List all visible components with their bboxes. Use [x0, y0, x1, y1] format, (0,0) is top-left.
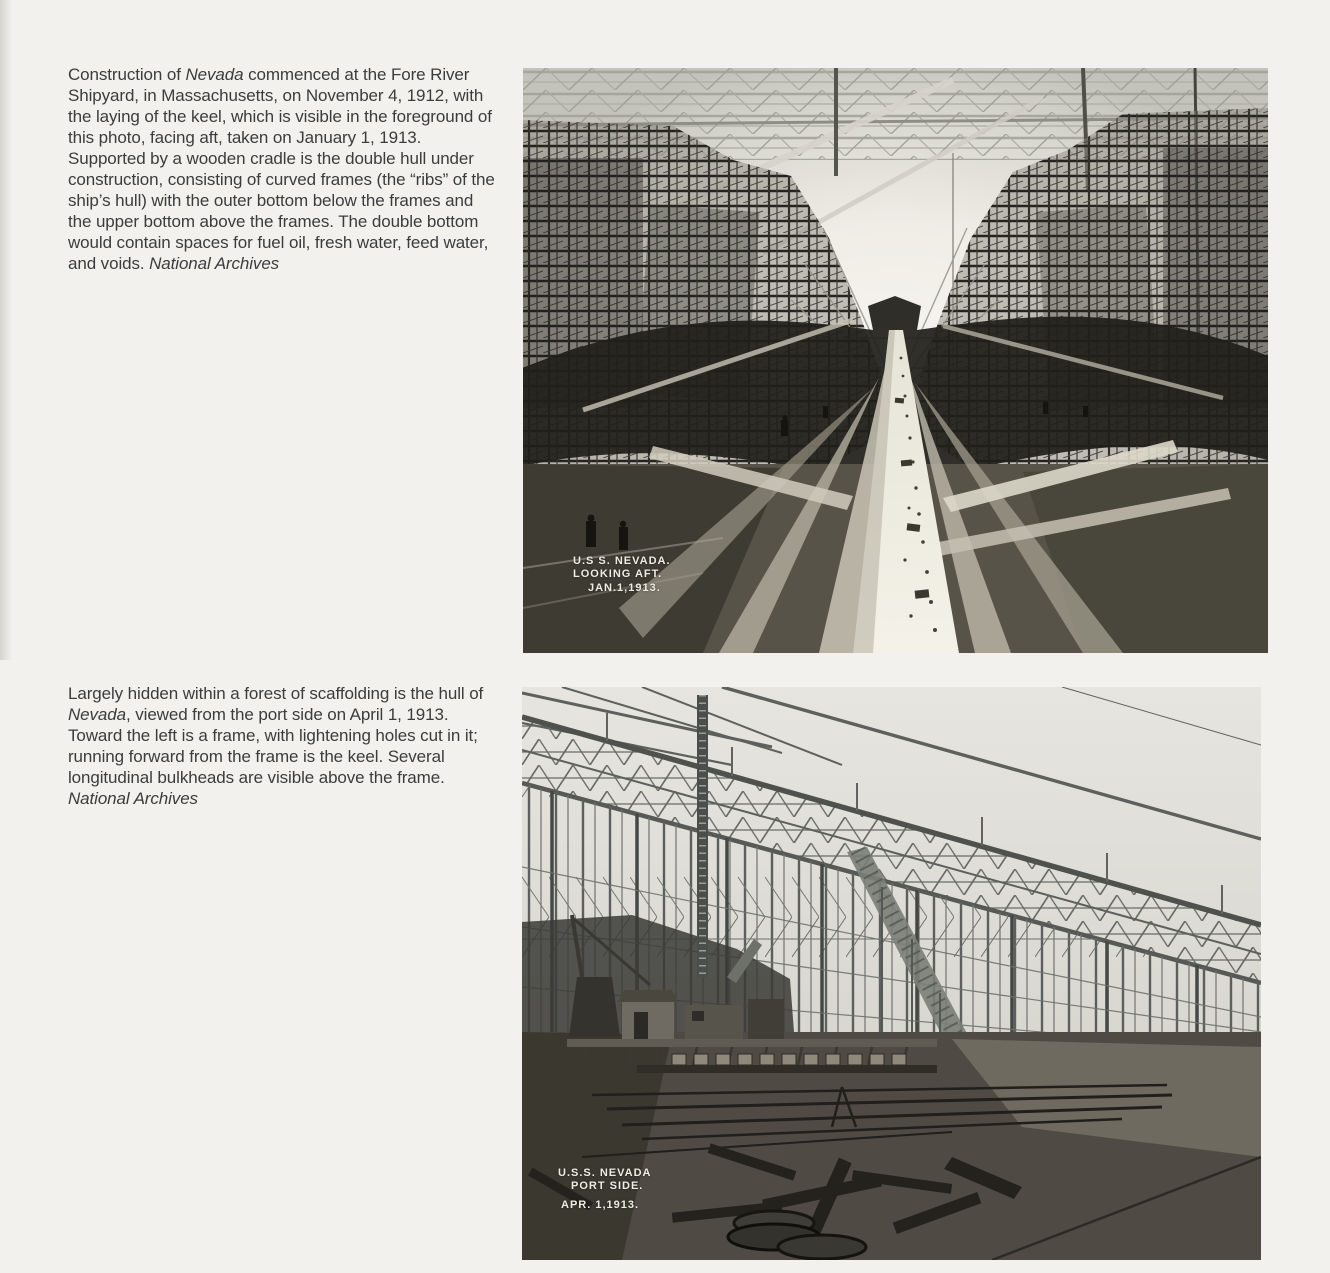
- caption-1-ship-name: Nevada: [185, 65, 244, 84]
- photo-1-stamp-line-2: LOOKING AFT.: [573, 568, 663, 580]
- caption-2-body: , viewed from the port side on April 1, 1913. Toward the left is a frame, with lightening holes cut in it; running forward from the frame is the keel. Several longitudinal bulkheads are visible above the frame.: [68, 705, 478, 787]
- caption-2-ship-name: Nevada: [68, 705, 126, 724]
- caption-2-credit: National Archives: [68, 789, 198, 808]
- photo-2-stamp-line-2: PORT SIDE.: [571, 1180, 644, 1192]
- photo-2-stamp-line-3: APR. 1,1913.: [561, 1199, 640, 1211]
- photo-2-stamp: [558, 1167, 651, 1212]
- caption-2-lead: Largely hidden within a forest of scaffolding is the hull of: [68, 684, 484, 703]
- photo-uss-nevada-looking-aft: [523, 68, 1268, 653]
- photo-uss-nevada-port-side: [522, 687, 1261, 1260]
- photo-2-stamp-line-1: U.S.S. NEVADA: [558, 1167, 652, 1179]
- page-edge-shadow: [0, 0, 16, 660]
- caption-2-text: [68, 683, 500, 809]
- caption-1-lead: Construction of: [68, 65, 186, 84]
- photo-1-stamp-line-1: U.S S. NEVADA.: [573, 555, 671, 567]
- caption-1-text: [68, 64, 500, 274]
- photo-1-stamp: [573, 555, 671, 595]
- caption-photo-1: [68, 64, 500, 274]
- caption-1-credit: National Archives: [149, 254, 280, 273]
- caption-photo-2: [68, 683, 500, 809]
- caption-1-body: commenced at the Fore River Shipyard, in Massachusetts, on November 4, 1912, with the laying of the keel, which is visible in the foreground of this photo, facing aft, taken on January 1, 1913. Supported by a wooden cradle is the double hull under construction, consisting of curved frames (the “ribs” of the ship’s hull) with the outer bottom below the frames and the upper bottom above the frames. The double bottom would contain spaces for fuel oil, fresh water, feed water, and voids.: [68, 65, 495, 273]
- photo-1-stamp-line-3: JAN.1,1913.: [588, 582, 661, 594]
